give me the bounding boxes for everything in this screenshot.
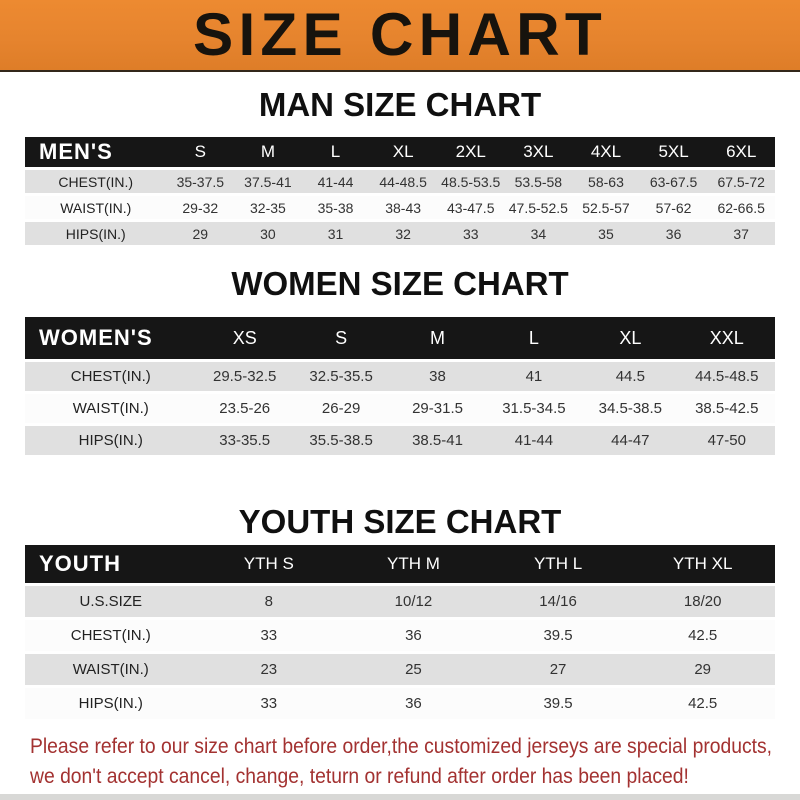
size-cell: 62-66.5	[717, 199, 765, 216]
size-cell: 33-35.5	[219, 432, 271, 449]
column-header: 6XL	[707, 137, 775, 167]
column-header: S	[293, 317, 389, 359]
column-header: 4XL	[572, 137, 640, 167]
size-cell: 47.5-52.5	[508, 199, 568, 216]
size-cell: 29	[192, 225, 209, 242]
table-row	[25, 362, 775, 391]
size-cell: 57-62	[655, 199, 692, 216]
disclaimer-line-2: we don't accept cancel, change, teturn or refund after order has been placed!	[30, 765, 689, 788]
table-row	[25, 620, 775, 651]
table-row	[25, 170, 775, 193]
size-cell: 31	[327, 225, 344, 242]
size-cell: 39.5	[543, 695, 573, 712]
row-label: HIPS(IN.)	[78, 695, 143, 712]
column-header: 5XL	[640, 137, 708, 167]
youth-size-table	[25, 542, 775, 722]
size-cell: 38-43	[385, 199, 422, 216]
disclaimer-line-1: Please refer to our size chart before order,the customized jerseys are special products,	[30, 735, 773, 758]
size-cell: 39.5	[543, 627, 573, 644]
size-cell: 63-67.5	[649, 173, 698, 190]
size-cell: 36	[405, 627, 422, 644]
youth-table-header-label: YOUTH	[25, 545, 197, 583]
size-cell: 36	[665, 225, 682, 242]
size-cell: 67.5-72	[717, 173, 765, 190]
size-cell: 35	[598, 225, 614, 242]
column-header: XL	[582, 317, 678, 359]
size-cell: 27	[549, 661, 567, 678]
row-label: CHEST(IN.)	[70, 627, 151, 644]
table-row	[25, 222, 775, 245]
size-cell: 32.5-35.5	[309, 368, 373, 385]
table-row	[25, 196, 775, 219]
column-header: L	[302, 137, 370, 167]
column-header: YTH XL	[630, 545, 775, 583]
size-cell: 35-37.5	[176, 173, 225, 190]
size-cell: 35.5-38.5	[309, 432, 373, 449]
size-cell: 30	[260, 225, 276, 242]
section-youth-sizes	[0, 504, 800, 722]
size-cell: 10/12	[394, 593, 433, 610]
size-cell: 29-32	[182, 199, 219, 216]
youth-section-heading: YOUTH SIZE CHART	[238, 503, 562, 540]
row-label: U.S.SIZE	[79, 593, 142, 610]
column-header: YTH S	[197, 545, 342, 583]
size-cell: 41	[525, 368, 543, 385]
size-cell: 44-48.5	[379, 173, 427, 190]
column-header: XXL	[679, 317, 775, 359]
size-cell: 44.5	[615, 368, 645, 385]
banner	[0, 0, 800, 72]
order-disclaimer	[30, 732, 800, 792]
size-cell: 38.5-41	[412, 432, 463, 449]
size-cell: 44.5-48.5	[695, 368, 759, 385]
size-cell: 58-63	[588, 173, 624, 190]
section-men-sizes	[0, 87, 800, 248]
size-cell: 23.5-26	[219, 400, 271, 417]
women-size-table	[25, 314, 775, 458]
size-cell: 8	[264, 593, 273, 610]
row-label: CHEST(IN.)	[58, 173, 134, 190]
column-header: L	[486, 317, 582, 359]
women-table-header-label: WOMEN'S	[25, 317, 197, 359]
size-cell: 31.5-34.5	[502, 400, 566, 417]
size-cell: 25	[405, 661, 422, 678]
size-cell: 32	[395, 225, 411, 242]
size-cell: 33	[462, 225, 479, 242]
size-cell: 48.5-53.5	[441, 173, 501, 190]
column-header: 3XL	[505, 137, 573, 167]
row-label: HIPS(IN.)	[78, 432, 143, 449]
column-header: S	[167, 137, 235, 167]
size-cell: 14/16	[539, 593, 577, 610]
table-row	[25, 394, 775, 423]
size-cell: 53.5-58	[514, 173, 563, 190]
column-header: XL	[369, 137, 437, 167]
table-row	[25, 688, 775, 719]
column-header: XS	[197, 317, 293, 359]
size-cell: 37	[733, 225, 749, 242]
column-header: M	[234, 137, 302, 167]
size-cell: 37.5-41	[244, 173, 292, 190]
size-cell: 29	[694, 661, 712, 678]
page-title: SIZE CHART	[193, 0, 607, 69]
table-row	[25, 654, 775, 685]
women-section-heading: WOMEN SIZE CHART	[231, 265, 569, 302]
table-row	[25, 426, 775, 455]
row-label: HIPS(IN.)	[65, 225, 126, 242]
row-label: WAIST(IN.)	[60, 199, 132, 216]
size-cell: 26-29	[321, 400, 361, 417]
row-label: WAIST(IN.)	[72, 400, 149, 417]
size-cell: 41-44	[317, 173, 354, 190]
table-row	[25, 586, 775, 617]
size-cell: 34.5-38.5	[598, 400, 663, 417]
size-cell: 44-47	[611, 432, 650, 449]
size-cell: 36	[405, 695, 422, 712]
size-cell: 38.5-42.5	[695, 400, 759, 417]
size-cell: 42.5	[688, 627, 718, 644]
column-header: YTH L	[486, 545, 631, 583]
section-women-sizes	[0, 266, 800, 458]
row-label: WAIST(IN.)	[72, 661, 149, 678]
size-cell: 33	[260, 627, 278, 644]
row-label: CHEST(IN.)	[70, 368, 151, 385]
size-cell: 23	[260, 661, 278, 678]
men-size-table	[25, 134, 775, 248]
size-cell: 42.5	[688, 695, 718, 712]
size-cell: 47-50	[707, 432, 746, 449]
size-cell: 52.5-57	[582, 199, 630, 216]
size-cell: 32-35	[250, 199, 286, 216]
size-cell: 29.5-32.5	[213, 368, 277, 385]
men-table-header-label: MEN'S	[25, 137, 167, 167]
size-cell: 33	[260, 695, 278, 712]
size-chart-content	[0, 87, 800, 792]
size-cell: 18/20	[683, 593, 722, 610]
size-cell: 41-44	[514, 432, 554, 449]
column-header: YTH M	[341, 545, 486, 583]
size-cell: 34	[530, 225, 547, 242]
column-header: M	[389, 317, 485, 359]
size-cell: 43-47.5	[447, 199, 495, 216]
bottom-edge-strip	[0, 794, 800, 800]
men-section-heading: MAN SIZE CHART	[258, 86, 542, 123]
column-header: 2XL	[437, 137, 505, 167]
size-cell: 35-38	[317, 199, 354, 216]
size-cell: 29-31.5	[412, 400, 463, 417]
size-cell: 38	[429, 368, 446, 385]
